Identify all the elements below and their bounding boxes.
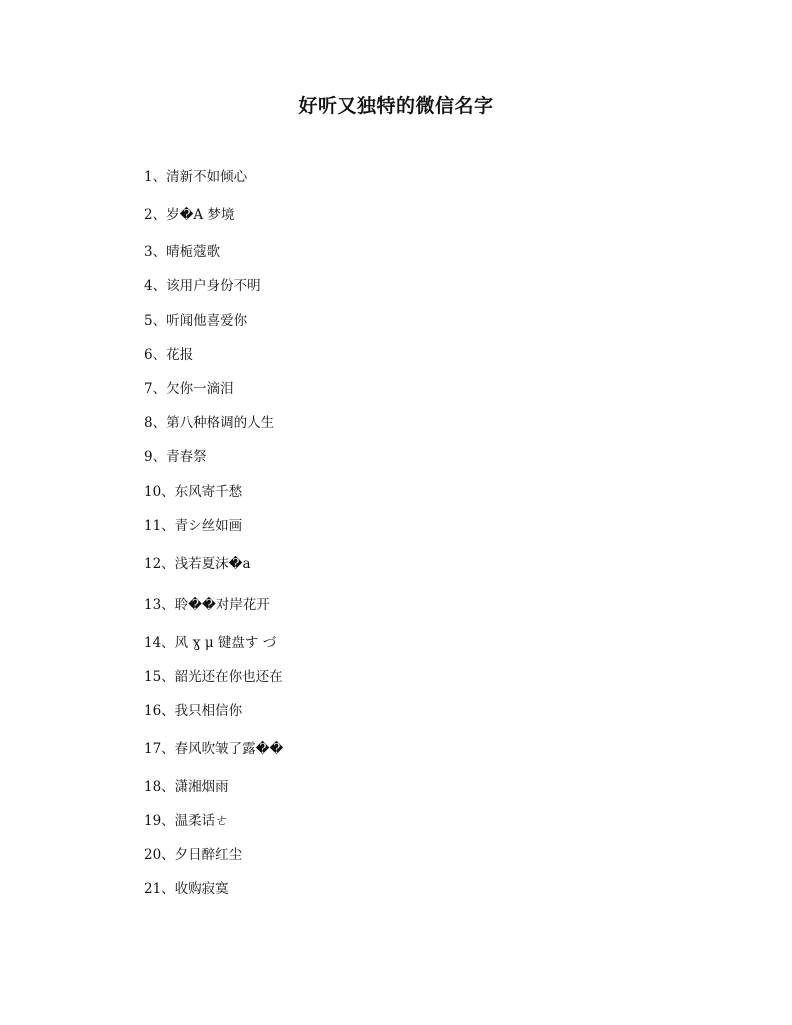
list-item: 16、我只相信你 — [144, 703, 243, 719]
list-item: 7、欠你一滴泪 — [144, 381, 234, 397]
list-item: 8、第八种格调的人生 — [144, 415, 275, 431]
list-item: 11、青シ丝如画 — [144, 518, 243, 534]
list-item: 18、潇湘烟雨 — [144, 779, 229, 795]
list-item: 21、收购寂寞 — [144, 881, 229, 897]
list-item: 14、风 ɣ μ 键盘す づ — [144, 635, 277, 651]
list-item: 20、夕日醉红尘 — [144, 847, 243, 863]
list-item: 2、岁�A 梦境 — [144, 207, 235, 223]
list-item: 9、青春祭 — [144, 449, 207, 465]
list-item: 15、韶光还在你也还在 — [144, 669, 283, 685]
list-item: 6、花报 — [144, 347, 194, 363]
list-item: 4、该用户身份不明 — [144, 278, 261, 294]
list-item: 3、晴栀蔻歌 — [144, 244, 221, 260]
list-item: 5、听闻他喜爱你 — [144, 313, 248, 329]
list-item: 1、清新不如倾心 — [144, 169, 248, 185]
list-item: 12、浅若夏沫�a — [144, 556, 251, 572]
document-title: 好听又独特的微信名字 — [298, 95, 494, 117]
list-item: 10、东风寄千愁 — [144, 484, 243, 500]
list-item: 17、春风吹皱了露�� — [144, 741, 284, 757]
list-item: 13、聆��对岸花开 — [144, 597, 270, 613]
list-item: 19、温柔话ㄜ — [144, 813, 229, 829]
